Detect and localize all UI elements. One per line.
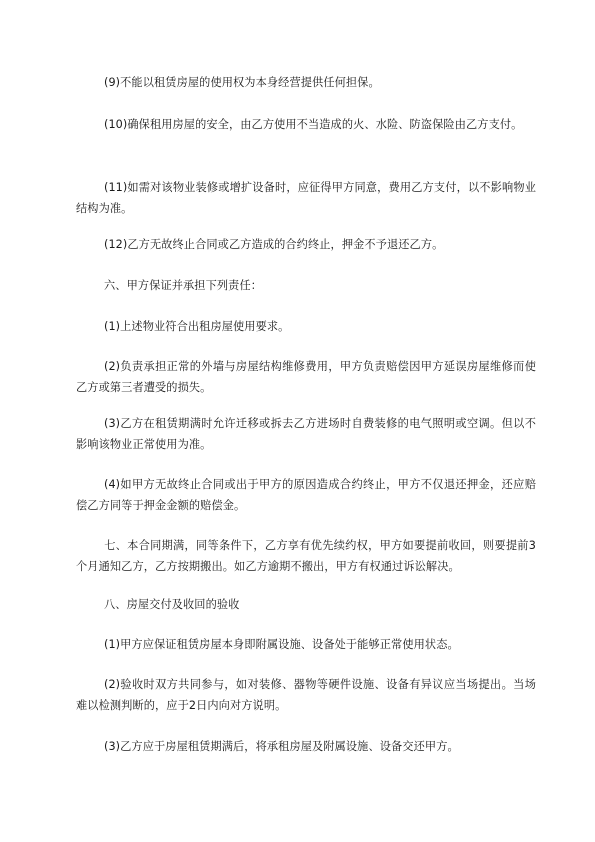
landlord-clause-1-text: (1)上述物业符合出租房屋使用要求。: [104, 320, 290, 333]
section-six-heading: [76, 275, 536, 296]
section-eight-heading: [76, 594, 536, 615]
acceptance-clause-3: [76, 736, 536, 757]
landlord-clause-2-text: (2)负责承担正常的外墙与房屋结构维修费用，甲方负责赔偿因甲方延误房屋维修而使乙方或第三者遭受的损失。: [76, 360, 536, 394]
landlord-clause-3-text: (3)乙方在租赁期满时允许迁移或拆去乙方进场时自费装修的电气照明或空调。但以不影响该物业正常使用为准。: [76, 417, 536, 451]
landlord-clause-3: [76, 413, 536, 455]
clause-10-text: (10)确保租用房屋的安全，由乙方使用不当造成的火、水险、防盗保险由乙方支付。: [104, 118, 523, 131]
acceptance-clause-1: [76, 634, 536, 655]
acceptance-clause-2: [76, 674, 536, 716]
landlord-clause-4: [76, 474, 536, 516]
clause-11-text: (11)如需对该物业装修或增扩设备时，应征得甲方同意，费用乙方支付，以不影响物业结构为准。: [76, 181, 536, 215]
clause-9: [76, 72, 536, 93]
clause-9-text: (9)不能以租赁房屋的使用权为本身经营提供任何担保。: [104, 76, 380, 89]
section-six-heading-text: 六、甲方保证并承担下列责任：: [104, 279, 263, 292]
landlord-clause-4-text: (4)如甲方无故终止合同或出于甲方的原因造成合约终止，甲方不仅退还押金，还应赔偿乙方同等于押金金额的赔偿金。: [76, 478, 536, 512]
acceptance-clause-3-text: (3)乙方应于房屋租赁期满后，将承租房屋及附属设施、设备交还甲方。: [104, 740, 459, 753]
clause-11: [76, 177, 536, 219]
clause-12-text: (12)乙方无故终止合同或乙方造成的合约终止，押金不予退还乙方。: [104, 238, 444, 251]
section-eight-heading-text: 八、房屋交付及收回的验收: [104, 598, 240, 611]
clause-10: [76, 114, 536, 135]
acceptance-clause-2-text: (2)验收时双方共同参与，如对装修、器物等硬件设施、设备有异议应当场提出。当场难以检测判断的，应于2日内向对方说明。: [76, 678, 536, 712]
section-seven: [76, 535, 536, 577]
section-seven-text: 七、本合同期满，同等条件下，乙方享有优先续约权，甲方如要提前收回，则要提前3个月通知乙方，乙方按期搬出。如乙方逾期不搬出，甲方有权通过诉讼解决。: [76, 539, 536, 573]
clause-12: [76, 234, 536, 255]
landlord-clause-2: [76, 356, 536, 398]
landlord-clause-1: [76, 316, 536, 337]
acceptance-clause-1-text: (1)甲方应保证租赁房屋本身即附属设施、设备处于能够正常使用状态。: [104, 638, 459, 651]
